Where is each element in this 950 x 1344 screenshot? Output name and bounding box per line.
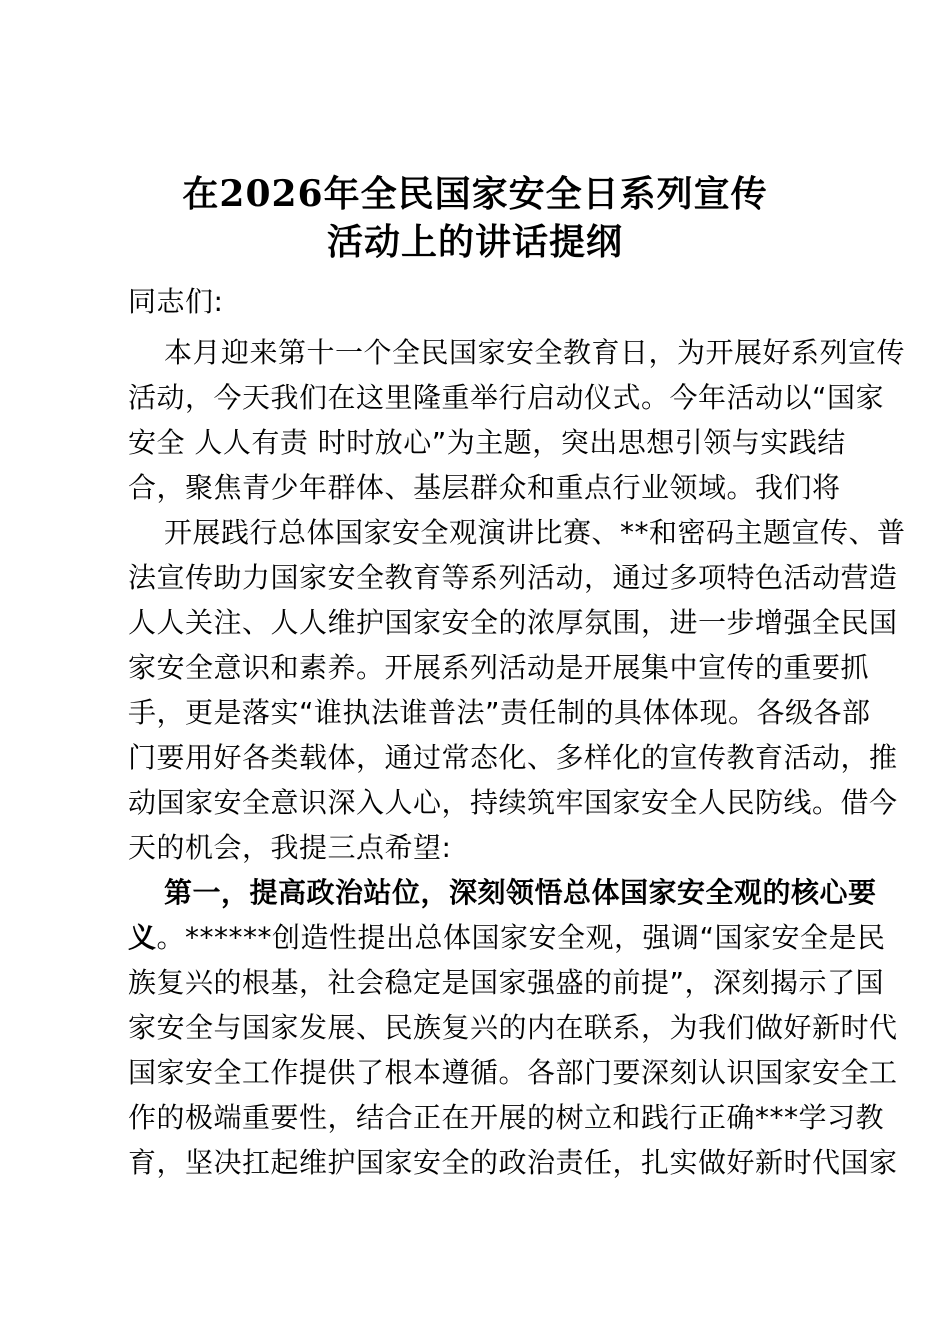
paragraph-line: [128, 921, 886, 955]
paragraph-line: 族复兴的根基，社会稳定是国家强盛的前提”，深刻揭示了国: [128, 966, 885, 999]
paragraph-line: 家安全意识和素养。开展系列活动是开展集中宣传的重要抓: [128, 651, 870, 684]
paragraph-line: 手，更是落实“谁执法谁普法”责任制的具体体现。各级各部: [128, 696, 871, 729]
paragraph-line: 育，坚决扛起维护国家安全的政治责任，扎实做好新时代国家: [128, 1146, 898, 1179]
paragraph-line: 天的机会，我提三点希望:: [128, 831, 452, 864]
point-1-text: 。******创造性提出总体国家安全观，强调“国家安全是民: [156, 921, 886, 954]
document-title-line-1: 在2026年全民国家安全日系列宣传: [182, 173, 768, 215]
paragraph-line: 开展践行总体国家安全观演讲比赛、**和密码主题宣传、普: [164, 516, 906, 549]
paragraph-line: 国家安全工作提供了根本遵循。各部门要深刻认识国家安全工: [128, 1056, 898, 1089]
paragraph-line: 作的极端重要性，结合正在开展的树立和践行正确***学习教: [128, 1101, 885, 1134]
paragraph-line: 动国家安全意识深入人心，持续筑牢国家安全人民防线。借今: [128, 786, 898, 819]
paragraph-line: 本月迎来第十一个全民国家安全教育日，为开展好系列宣传: [164, 336, 906, 369]
paragraph-line: 法宣传助力国家安全教育等系列活动，通过多项特色活动营造: [128, 561, 898, 594]
paragraph-line: 门要用好各类载体，通过常态化、多样化的宣传教育活动，推: [128, 741, 898, 774]
paragraph-line: 人人关注、人人维护国家安全的浓厚氛围，进一步增强全民国: [128, 606, 898, 639]
paragraph-line: 家安全与国家发展、民族复兴的内在联系，为我们做好新时代: [128, 1011, 898, 1044]
point-1-heading-tail: 义: [128, 921, 157, 954]
document-title-line-2: 活动上的讲话提纲: [326, 221, 623, 263]
salutation: 同志们:: [128, 285, 224, 318]
paragraph-line: 活动，今天我们在这里隆重举行启动仪式。今年活动以“国家: [128, 381, 885, 414]
paragraph-line: 合，聚焦青少年群体、基层群众和重点行业领域。我们将: [128, 471, 841, 504]
paragraph-line: 安全 人人有责 时时放心”为主题，突出思想引领与实践结: [128, 426, 846, 459]
point-1-heading: 第一，提高政治站位，深刻领悟总体国家安全观的核心要: [164, 876, 877, 909]
